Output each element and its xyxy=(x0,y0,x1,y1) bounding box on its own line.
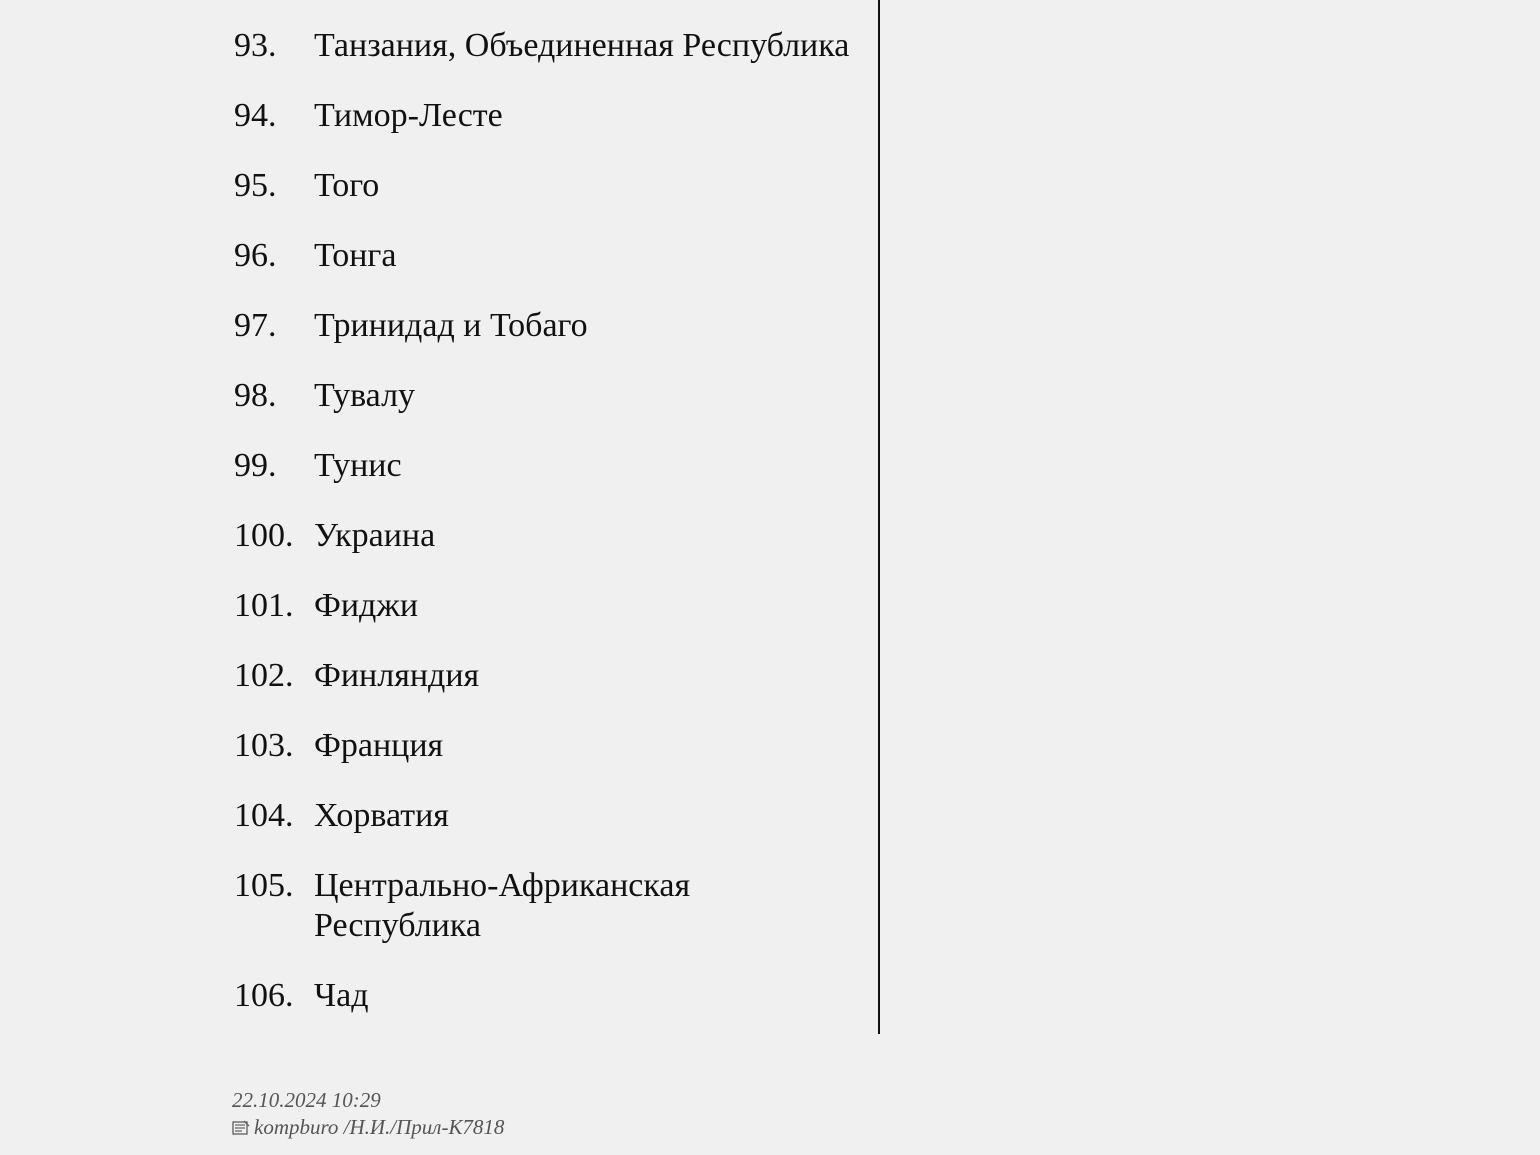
list-item xyxy=(234,376,874,416)
list-item xyxy=(234,236,874,276)
country-name: Финляндия xyxy=(314,657,480,694)
list-item xyxy=(234,306,874,346)
column-divider xyxy=(878,0,880,1034)
list-item xyxy=(234,166,874,206)
footer-timestamp: 22.10.2024 10:29 xyxy=(232,1088,381,1112)
item-number: 106. xyxy=(234,977,294,1014)
country-name: Тимор-Лесте xyxy=(314,97,503,134)
item-number: 105. xyxy=(234,867,294,904)
item-number: 93. xyxy=(234,27,277,64)
item-number: 96. xyxy=(234,237,277,274)
item-number: 99. xyxy=(234,447,277,484)
list-item xyxy=(234,976,874,1016)
country-name: Тринидад и Тобаго xyxy=(314,307,588,344)
list-item xyxy=(234,446,874,486)
country-name: Фиджи xyxy=(314,587,419,624)
country-name: Хорватия xyxy=(314,797,449,834)
country-name: Украина xyxy=(314,517,436,554)
item-number: 100. xyxy=(234,517,294,554)
file-stamp-icon xyxy=(232,1116,250,1132)
document-footer xyxy=(232,1087,504,1141)
list-item xyxy=(234,26,874,66)
list-item xyxy=(234,516,874,556)
item-number: 98. xyxy=(234,377,277,414)
country-name: Того xyxy=(314,167,380,204)
item-number: 102. xyxy=(234,657,294,694)
country-name: Тунис xyxy=(314,447,402,484)
item-number: 101. xyxy=(234,587,294,624)
list-item xyxy=(234,726,874,766)
list-item xyxy=(234,656,874,696)
item-number: 97. xyxy=(234,307,277,344)
list-item xyxy=(234,796,874,836)
list-item xyxy=(234,96,874,136)
country-name: Франция xyxy=(314,727,444,764)
item-number: 95. xyxy=(234,167,277,204)
country-list xyxy=(234,26,874,1046)
list-item xyxy=(234,866,874,946)
country-name: Тувалу xyxy=(314,377,416,414)
item-number: 103. xyxy=(234,727,294,764)
country-name: Танзания, Объединенная Республика xyxy=(314,27,850,64)
item-number: 94. xyxy=(234,97,277,134)
country-name: Центрально-Африканская Республика xyxy=(314,867,691,944)
list-item xyxy=(234,586,874,626)
country-name: Чад xyxy=(314,977,369,1014)
footer-ref-line xyxy=(232,1114,504,1141)
footer-reference: kompburo /Н.И./Прил-К7818 xyxy=(254,1115,505,1139)
country-name: Тонга xyxy=(314,237,397,274)
item-number: 104. xyxy=(234,797,294,834)
